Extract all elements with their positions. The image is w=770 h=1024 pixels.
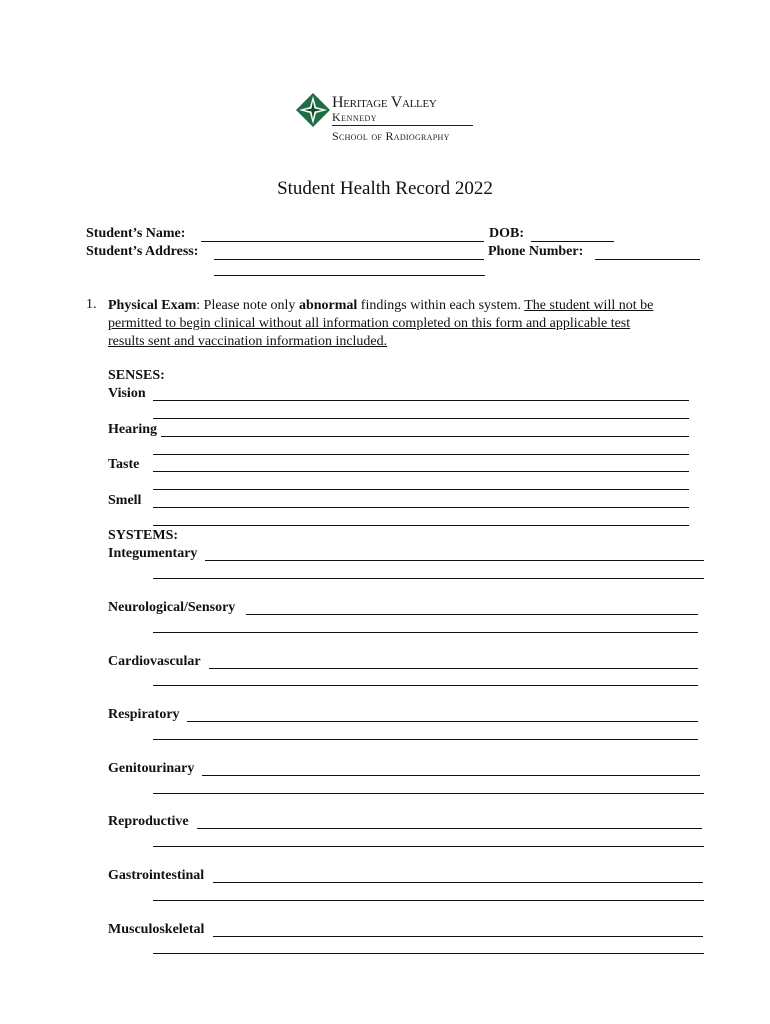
phone-number-label: Phone Number: — [488, 244, 584, 259]
phone-number-field[interactable] — [595, 259, 700, 260]
smell-field-line2[interactable] — [153, 525, 689, 526]
clinical-notice-line3: results sent and vaccination information included. — [108, 334, 388, 349]
taste-label: Taste — [108, 457, 140, 472]
integumentary-label: Integumentary — [108, 546, 198, 561]
genitourinary-field[interactable] — [202, 775, 700, 776]
page-title: Student Health Record 2022 — [277, 178, 493, 199]
vision-label: Vision — [108, 386, 146, 401]
reproductive-label: Reproductive — [108, 814, 189, 829]
hearing-label: Hearing — [108, 422, 157, 437]
cardiovascular-field[interactable] — [209, 668, 698, 669]
smell-label: Smell — [108, 493, 142, 508]
student-name-field[interactable] — [201, 241, 484, 242]
physical-exam-heading: Physical Exam — [108, 298, 197, 313]
physical-exam-instructions: Physical Exam: Please note only abnormal findings within each system. The student will not be permitted to begin clinical without all information completed on this form and applicable test results sent and vaccination information included. — [108, 297, 708, 351]
gastrointestinal-field-line2[interactable] — [153, 900, 704, 901]
logo-divider — [332, 125, 473, 126]
hearing-field[interactable] — [161, 436, 689, 437]
abnormal-emphasis: abnormal — [298, 298, 358, 313]
diamond-star-icon — [295, 92, 331, 128]
genitourinary-field-line2[interactable] — [153, 793, 704, 794]
gastrointestinal-field[interactable] — [213, 882, 703, 883]
integumentary-field[interactable] — [205, 560, 704, 561]
neurological-sensory-field[interactable] — [246, 614, 698, 615]
respiratory-label: Respiratory — [108, 707, 180, 722]
cardiovascular-field-line2[interactable] — [153, 685, 698, 686]
genitourinary-label: Genitourinary — [108, 761, 195, 776]
vision-field[interactable] — [153, 400, 689, 401]
reproductive-field-line2[interactable] — [153, 846, 704, 847]
logo-line-heritage-valley: Heritage Valley — [332, 94, 437, 111]
clinical-notice-line2: permitted to begin clinical without all information completed on this form and applicable test — [108, 316, 631, 331]
dob-label: DOB: — [489, 226, 524, 241]
dob-field[interactable] — [531, 241, 614, 242]
student-address-field-line2[interactable] — [214, 275, 485, 276]
respiratory-field-line2[interactable] — [153, 739, 698, 740]
school-logo — [295, 92, 485, 148]
student-address-label: Student’s Address: — [86, 244, 199, 259]
neurological-sensory-label: Neurological/Sensory — [108, 600, 236, 615]
integumentary-field-line2[interactable] — [153, 578, 704, 579]
systems-heading: SYSTEMS: — [108, 528, 179, 543]
smell-field[interactable] — [153, 507, 689, 508]
senses-heading: SENSES: — [108, 368, 165, 383]
musculoskeletal-field[interactable] — [213, 936, 703, 937]
vision-field-line2[interactable] — [153, 418, 689, 419]
taste-field[interactable] — [153, 471, 689, 472]
taste-field-line2[interactable] — [153, 489, 689, 490]
student-name-label: Student’s Name: — [86, 226, 186, 241]
cardiovascular-label: Cardiovascular — [108, 654, 201, 669]
respiratory-field[interactable] — [187, 721, 698, 722]
reproductive-field[interactable] — [197, 828, 702, 829]
item-number: 1. — [86, 297, 97, 312]
neurological-sensory-field-line2[interactable] — [153, 632, 698, 633]
logo-line-kennedy: Kennedy — [332, 110, 378, 124]
logo-line-school: School of Radiography — [332, 129, 450, 143]
musculoskeletal-field-line2[interactable] — [153, 953, 704, 954]
hearing-field-line2[interactable] — [153, 454, 689, 455]
clinical-notice-line1: The student will not be — [524, 298, 654, 313]
musculoskeletal-label: Musculoskeletal — [108, 922, 205, 937]
student-address-field[interactable] — [214, 259, 484, 260]
gastrointestinal-label: Gastrointestinal — [108, 868, 205, 883]
